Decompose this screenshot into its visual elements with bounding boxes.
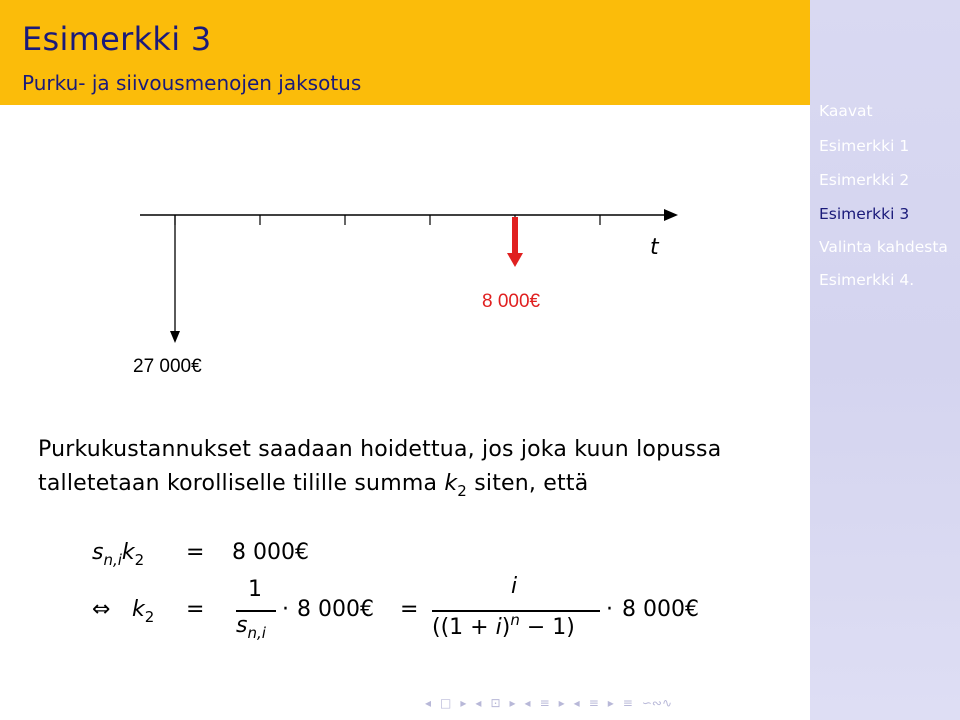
frac1-denominator xyxy=(236,613,266,642)
frac2-den-c: − 1) xyxy=(519,615,575,640)
page-title: Esimerkki 3 xyxy=(22,20,212,58)
payment-arrow-8000-head xyxy=(507,253,523,267)
frac1-numerator: 1 xyxy=(248,577,262,602)
eq1-equals: = xyxy=(186,540,205,565)
frac1-s: s xyxy=(236,613,248,638)
frac2-denominator xyxy=(432,611,575,640)
nav-prev-slide-icon[interactable]: ◂ xyxy=(475,696,482,710)
eq2-amount-1: 8 000€ xyxy=(297,597,374,622)
mult-dot-2: · xyxy=(606,597,613,622)
frac2-den-b: ) xyxy=(501,615,511,640)
frac1-line xyxy=(236,610,276,612)
nav-prev-section-icon[interactable]: ◂ xyxy=(573,696,580,710)
sidebar-item-kaavat[interactable]: Kaavat xyxy=(819,102,873,120)
iff-symbol: ⇔ xyxy=(92,597,111,622)
nav-prev-subsection-icon[interactable]: ◂ xyxy=(524,696,531,710)
frac2-den-a: ((1 + xyxy=(432,615,496,640)
nav-frame-icon[interactable]: □ xyxy=(440,696,452,710)
sidebar-item-esimerkki-4[interactable]: Esimerkki 4. xyxy=(819,271,915,289)
var-k-sub: 2 xyxy=(457,482,468,500)
eq1-s-sub: n,i xyxy=(103,551,122,569)
nav-next-frame-icon[interactable]: ▸ xyxy=(460,696,467,710)
sidebar xyxy=(810,0,960,720)
axis-label-t: t xyxy=(650,235,659,260)
nav-prev-frame-icon[interactable]: ◂ xyxy=(425,696,432,710)
sidebar-item-valinta-kahdesta[interactable]: Valinta kahdesta xyxy=(819,238,948,256)
mult-dot-1: · xyxy=(282,597,289,622)
eq1-lhs xyxy=(92,540,145,569)
payment-arrow-27000-head xyxy=(170,331,180,343)
nav-section-icon[interactable]: ≡ xyxy=(588,696,599,710)
page-subtitle: Purku- ja siivousmenojen jaksotus xyxy=(22,71,362,95)
nav-document-icon[interactable]: ≡ xyxy=(622,696,633,710)
frac2-den-n: n xyxy=(510,611,520,629)
eq2-amount-2: 8 000€ xyxy=(622,597,699,622)
nav-slide-icon[interactable]: ⊡ xyxy=(490,696,501,710)
eq1-rhs: 8 000€ xyxy=(232,540,309,565)
eq2-lhs xyxy=(132,597,155,626)
eq1-k-sub: 2 xyxy=(134,551,145,569)
nav-search-back-forward-icon[interactable]: ∽∾∿ xyxy=(641,696,673,710)
eq2-k-sub: 2 xyxy=(144,608,155,626)
payment-arrow-8000 xyxy=(512,217,518,257)
frac1-s-sub: n,i xyxy=(247,624,266,642)
nav-next-subsection-icon[interactable]: ▸ xyxy=(558,696,565,710)
timeline-svg xyxy=(130,195,690,385)
paragraph-part-2: siten, että xyxy=(467,471,589,496)
sidebar-item-esimerkki-2[interactable]: Esimerkki 2 xyxy=(819,171,910,189)
eq2-equals-2: = xyxy=(400,597,419,622)
var-k: k xyxy=(444,471,458,496)
sidebar-item-esimerkki-3[interactable]: Esimerkki 3 xyxy=(819,205,910,223)
eq2-k: k xyxy=(132,597,145,622)
nav-next-slide-icon[interactable]: ▸ xyxy=(509,696,516,710)
amount-label-27000: 27 000€ xyxy=(133,356,202,377)
nav-next-section-icon[interactable]: ▸ xyxy=(607,696,614,710)
paragraph-part-1: Purkukustannukset saadaan hoidettua, jos joka kuun lopussa talletetaan korolliselle tilille summa xyxy=(38,437,722,496)
header-bar xyxy=(0,0,810,105)
eq1-k: k xyxy=(121,540,135,565)
axis-arrow-head xyxy=(664,209,678,221)
frac2-numerator: i xyxy=(511,574,518,599)
eq2-equals: = xyxy=(186,597,205,622)
amount-label-8000: 8 000€ xyxy=(482,291,541,312)
eq1-s: s xyxy=(92,540,104,565)
explanation-text xyxy=(38,433,798,502)
timeline-diagram xyxy=(130,195,690,385)
beamer-navigation xyxy=(425,696,805,716)
nav-subsection-icon[interactable]: ≡ xyxy=(539,696,550,710)
frac2-den-i: i xyxy=(495,615,502,640)
sidebar-item-esimerkki-1[interactable]: Esimerkki 1 xyxy=(819,137,910,155)
